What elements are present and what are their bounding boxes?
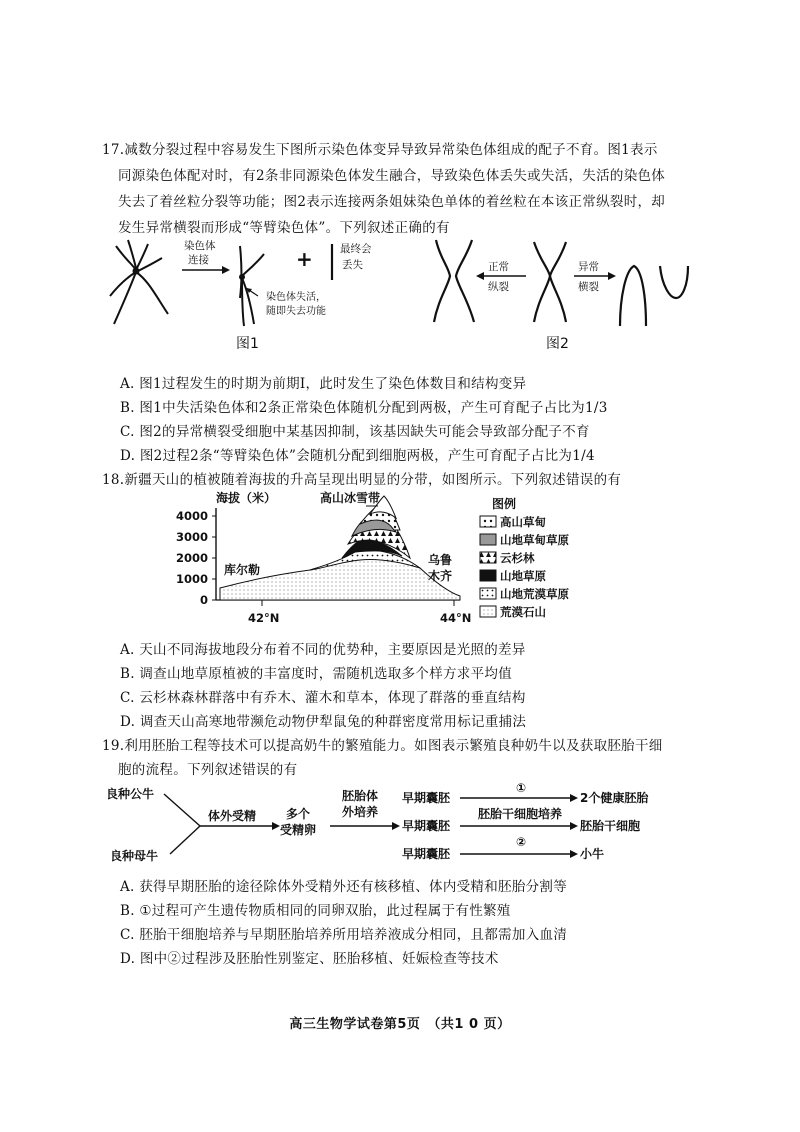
legend-label: 高山草甸 [500, 515, 546, 529]
flow-blastocyst-3: 早期囊胚 [402, 847, 451, 861]
q19-option-c: C. 胚胎干细胞培养与早期胚胎培养所用培养液成分相同，且都需加入血清 [120, 927, 568, 943]
q19-option-a: A. 获得早期胚胎的途径除体外受精外还有核移植、体内受精和胚胎分割等 [120, 879, 568, 895]
q17-stem-line-4: 发生异常横裂而形成“等臂染色体”。下列叙述正确的有 [118, 220, 450, 236]
flow-step-2: ② [516, 835, 527, 849]
fig1-arrow-label-1: 染色体 [184, 240, 216, 252]
legend-label: 山地草原 [500, 569, 546, 583]
flow-output-esc: 胚胎干细胞 [580, 819, 641, 833]
q17-option-d: D. 图2过程2条“等臂染色体”会随机分配到细胞两极，产生可育配子占比为1/4 [120, 448, 595, 464]
figure-2-caption: 图2 [546, 336, 569, 352]
legend-swatch [480, 606, 496, 617]
flow-culture-2: 外培养 [342, 805, 379, 819]
q17-option-b: B. 图1中失活染色体和2条正常染色体随机分配到两极，产生可育配子占比为1/3 [120, 400, 608, 416]
flow-ivf: 体外受精 [208, 809, 257, 823]
q17-option-a: A. 图1过程发生的时期为前期I，此时发生了染色体数目和结构变异 [120, 376, 527, 392]
q19-stem-line-1: 19.利用胚胎工程等技术可以提高奶牛的繁殖能力。如图表示繁殖良种奶牛以及获取胚胎干细 [102, 738, 663, 754]
q19-stem-line-2: 胞的流程。下列叙述错误的有 [118, 762, 298, 778]
chart-title: 高山冰雪带 [320, 491, 381, 505]
flow-blastocyst-1: 早期囊胚 [402, 791, 451, 805]
q17-stem-line-2: 同源染色体配对时，有2条非同源染色体发生融合，导致染色体丢失或失活，失活的染色体 [118, 168, 666, 184]
legend-label: 山地草甸草原 [500, 533, 569, 547]
q18-option-d: D. 调查天山高寒地带濒危动物伊犁鼠兔的种群密度常用标记重捕法 [120, 714, 527, 730]
fig1-inactivated-label-2: 随即失去功能 [266, 306, 326, 317]
y-axis-label: 海拔（米） [216, 491, 277, 505]
figure-1 [108, 236, 372, 356]
q18-option-a: A. 天山不同海拔地段分布着不同的优势种，主要原因是光照的差异 [120, 642, 526, 658]
q19-option-b: B. ①过程可产生遗传物质相同的同卵双胎，此过程属于有性繁殖 [120, 903, 511, 919]
q18-option-c: C. 云杉林森林群落中有乔木、灌木和草本，体现了群落的垂直结构 [120, 690, 526, 706]
legend-label: 山地荒漠草原 [500, 587, 569, 601]
y-tick-label: 3000 [175, 530, 208, 544]
legend-title: 图例 [492, 497, 517, 511]
x-tick-42n: 42°N [248, 611, 280, 625]
legend-swatch [480, 516, 496, 527]
place-urumqi-1: 乌鲁 [428, 553, 453, 567]
legend-swatch [480, 588, 496, 599]
q17-stem-line-3: 失去了着丝粒分裂等功能；图2表示连接两条姐妹染色单体的着丝粒在本该正常纵裂时，却 [118, 194, 666, 210]
flow-step-esc: 胚胎干细胞培养 [478, 807, 563, 821]
legend-label: 云杉林 [500, 551, 535, 565]
q18-option-b: B. 调查山地草原植被的丰富度时，需随机选取多个样方求平均值 [120, 666, 513, 682]
fig2-abnormal-label-1: 异常 [578, 261, 599, 273]
chart-legend [480, 515, 569, 619]
q17-stem-line-1: 17.减数分裂过程中容易发生下图所示染色体变异导致异常染色体组成的配子不育。图1表示 [102, 142, 658, 158]
flow-step-1: ① [516, 781, 527, 795]
flow-eggs-2: 受精卵 [280, 823, 317, 837]
y-tick-label: 4000 [175, 509, 208, 523]
flow-cow: 良种母牛 [110, 849, 159, 863]
flow-eggs-1: 多个 [286, 807, 311, 821]
flow-bull: 良种公牛 [106, 787, 155, 801]
flow-output-calf: 小牛 [580, 847, 605, 861]
flow-output-embryos: 2个健康胚胎 [580, 791, 649, 805]
place-urumqi-2: 木齐 [428, 569, 453, 583]
legend-swatch [480, 534, 496, 545]
fig1-lost-label-1: 最终会 [340, 243, 372, 255]
figure-2 [430, 236, 700, 356]
y-tick-label: 0 [199, 593, 208, 607]
figure-1-caption: 图1 [236, 336, 259, 352]
y-tick-label: 1000 [175, 572, 208, 586]
legend-swatch [480, 552, 496, 563]
page-footer: 高三生物学试卷第5页 （共1 0 页） [289, 1017, 511, 1032]
flow-culture-1: 胚胎体 [342, 789, 379, 803]
fig2-normal-label-2: 纵裂 [488, 281, 509, 293]
vegetation-zone-chart [170, 488, 630, 624]
q19-option-d: D. 图中②过程涉及胚胎性别鉴定、胚胎移植、妊娠检查等技术 [120, 951, 499, 967]
embryo-flowchart [104, 780, 704, 870]
y-tick-label: 2000 [175, 551, 208, 565]
flow-blastocyst-2: 早期囊胚 [402, 819, 451, 833]
y-ticks [176, 509, 216, 607]
x-tick-44n: 44°N [440, 611, 472, 625]
plus-sign: + [296, 247, 313, 271]
fig2-normal-label-1: 正常 [488, 261, 509, 273]
legend-label: 荒漠石山 [500, 605, 546, 619]
place-korla: 库尔勒 [224, 563, 261, 577]
legend-swatch [480, 570, 496, 581]
fig2-abnormal-label-2: 横裂 [578, 281, 599, 293]
q18-stem: 18.新疆天山的植被随着海拔的升高呈现出明显的分带，如图所示。下列叙述错误的有 [102, 472, 622, 488]
fig1-inactivated-label-1: 染色体失活， [266, 292, 326, 303]
fig1-arrow-label-2: 连接 [188, 254, 209, 266]
q17-option-c: C. 图2的异常横裂受细胞中某基因抑制，该基因缺失可能会导致部分配子不育 [120, 424, 590, 440]
fig1-lost-label-2: 丢失 [342, 259, 363, 271]
